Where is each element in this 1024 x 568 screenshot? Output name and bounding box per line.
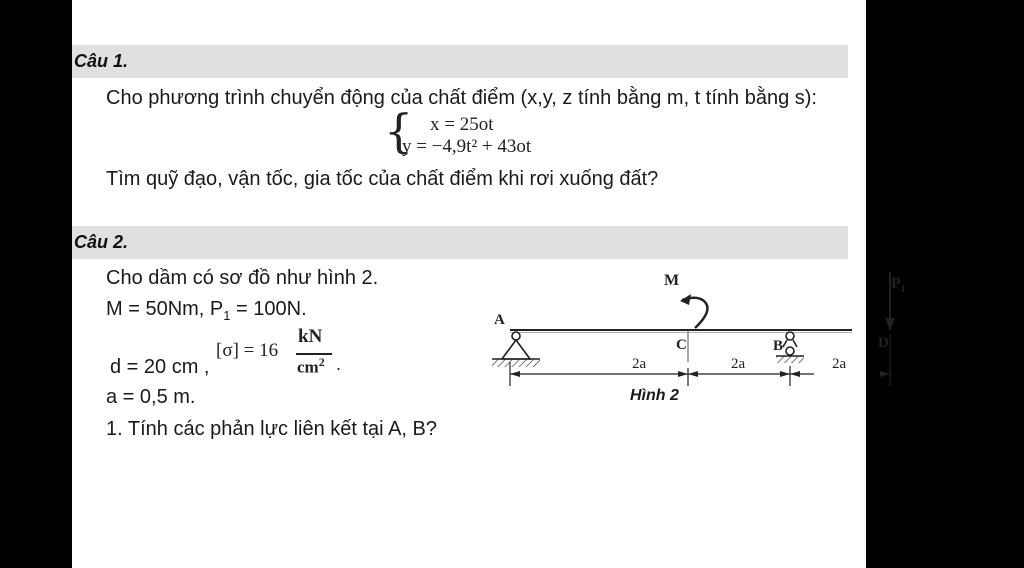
q2-task-1: 1. Tính các phản lực liên kết tại A, B? (106, 418, 437, 440)
label-m: M (664, 272, 680, 289)
q1-question: Tìm quỹ đạo, vận tốc, gia tốc của chất điểm khi rơi xuống đất? (106, 168, 659, 190)
label-a: A (494, 312, 505, 328)
given-m-text: M = 50Nm, P (106, 298, 224, 320)
sigma-denominator (297, 355, 325, 378)
given-p-value: = 100N. (230, 298, 307, 320)
span-label-3: 2a (832, 356, 847, 372)
moment-arrow (680, 294, 707, 328)
label-d: D (878, 335, 889, 351)
q1-heading: Câu 1. (74, 51, 129, 71)
pin-support-a (492, 332, 540, 367)
sigma-den-unit: cm (297, 357, 319, 377)
equation-system (384, 104, 584, 160)
given-moment-force (106, 298, 307, 323)
given-a: a = 0,5 m. (106, 386, 196, 408)
beam-diagram (482, 262, 906, 397)
equation-y: y = −4,9t² + 43ot (402, 136, 532, 157)
q1-intro: Cho phương trình chuyển động của chất điểm (x,y, z tính bằng m, t tính bằng s): (106, 87, 817, 109)
sigma-lhs: [σ] = 16 (216, 340, 279, 361)
sigma-end: . (336, 354, 342, 374)
label-p-subscript: 1 (900, 284, 906, 295)
label-p1 (891, 275, 906, 295)
span-label-2: 2a (731, 356, 746, 372)
q2-header (72, 226, 848, 259)
label-b: B (773, 338, 784, 354)
sigma-numerator: kN (298, 326, 323, 347)
figure-caption: Hình 2 (630, 387, 679, 404)
span-label-1: 2a (632, 356, 647, 372)
system-brace: { (384, 104, 414, 158)
label-c: C (676, 337, 687, 353)
document-page (72, 0, 906, 568)
label-p-text: P (891, 275, 901, 292)
allowable-stress-formula (216, 326, 356, 378)
given-diameter: d = 20 cm , (110, 356, 210, 378)
equation-x: x = 25ot (430, 114, 494, 135)
sigma-den-exponent: 2 (318, 355, 325, 369)
given-p-subscript: 1 (223, 308, 231, 323)
q2-intro: Cho dầm có sơ đồ như hình 2. (106, 267, 379, 289)
q1-header (72, 45, 848, 78)
q2-heading: Câu 2. (74, 232, 129, 252)
